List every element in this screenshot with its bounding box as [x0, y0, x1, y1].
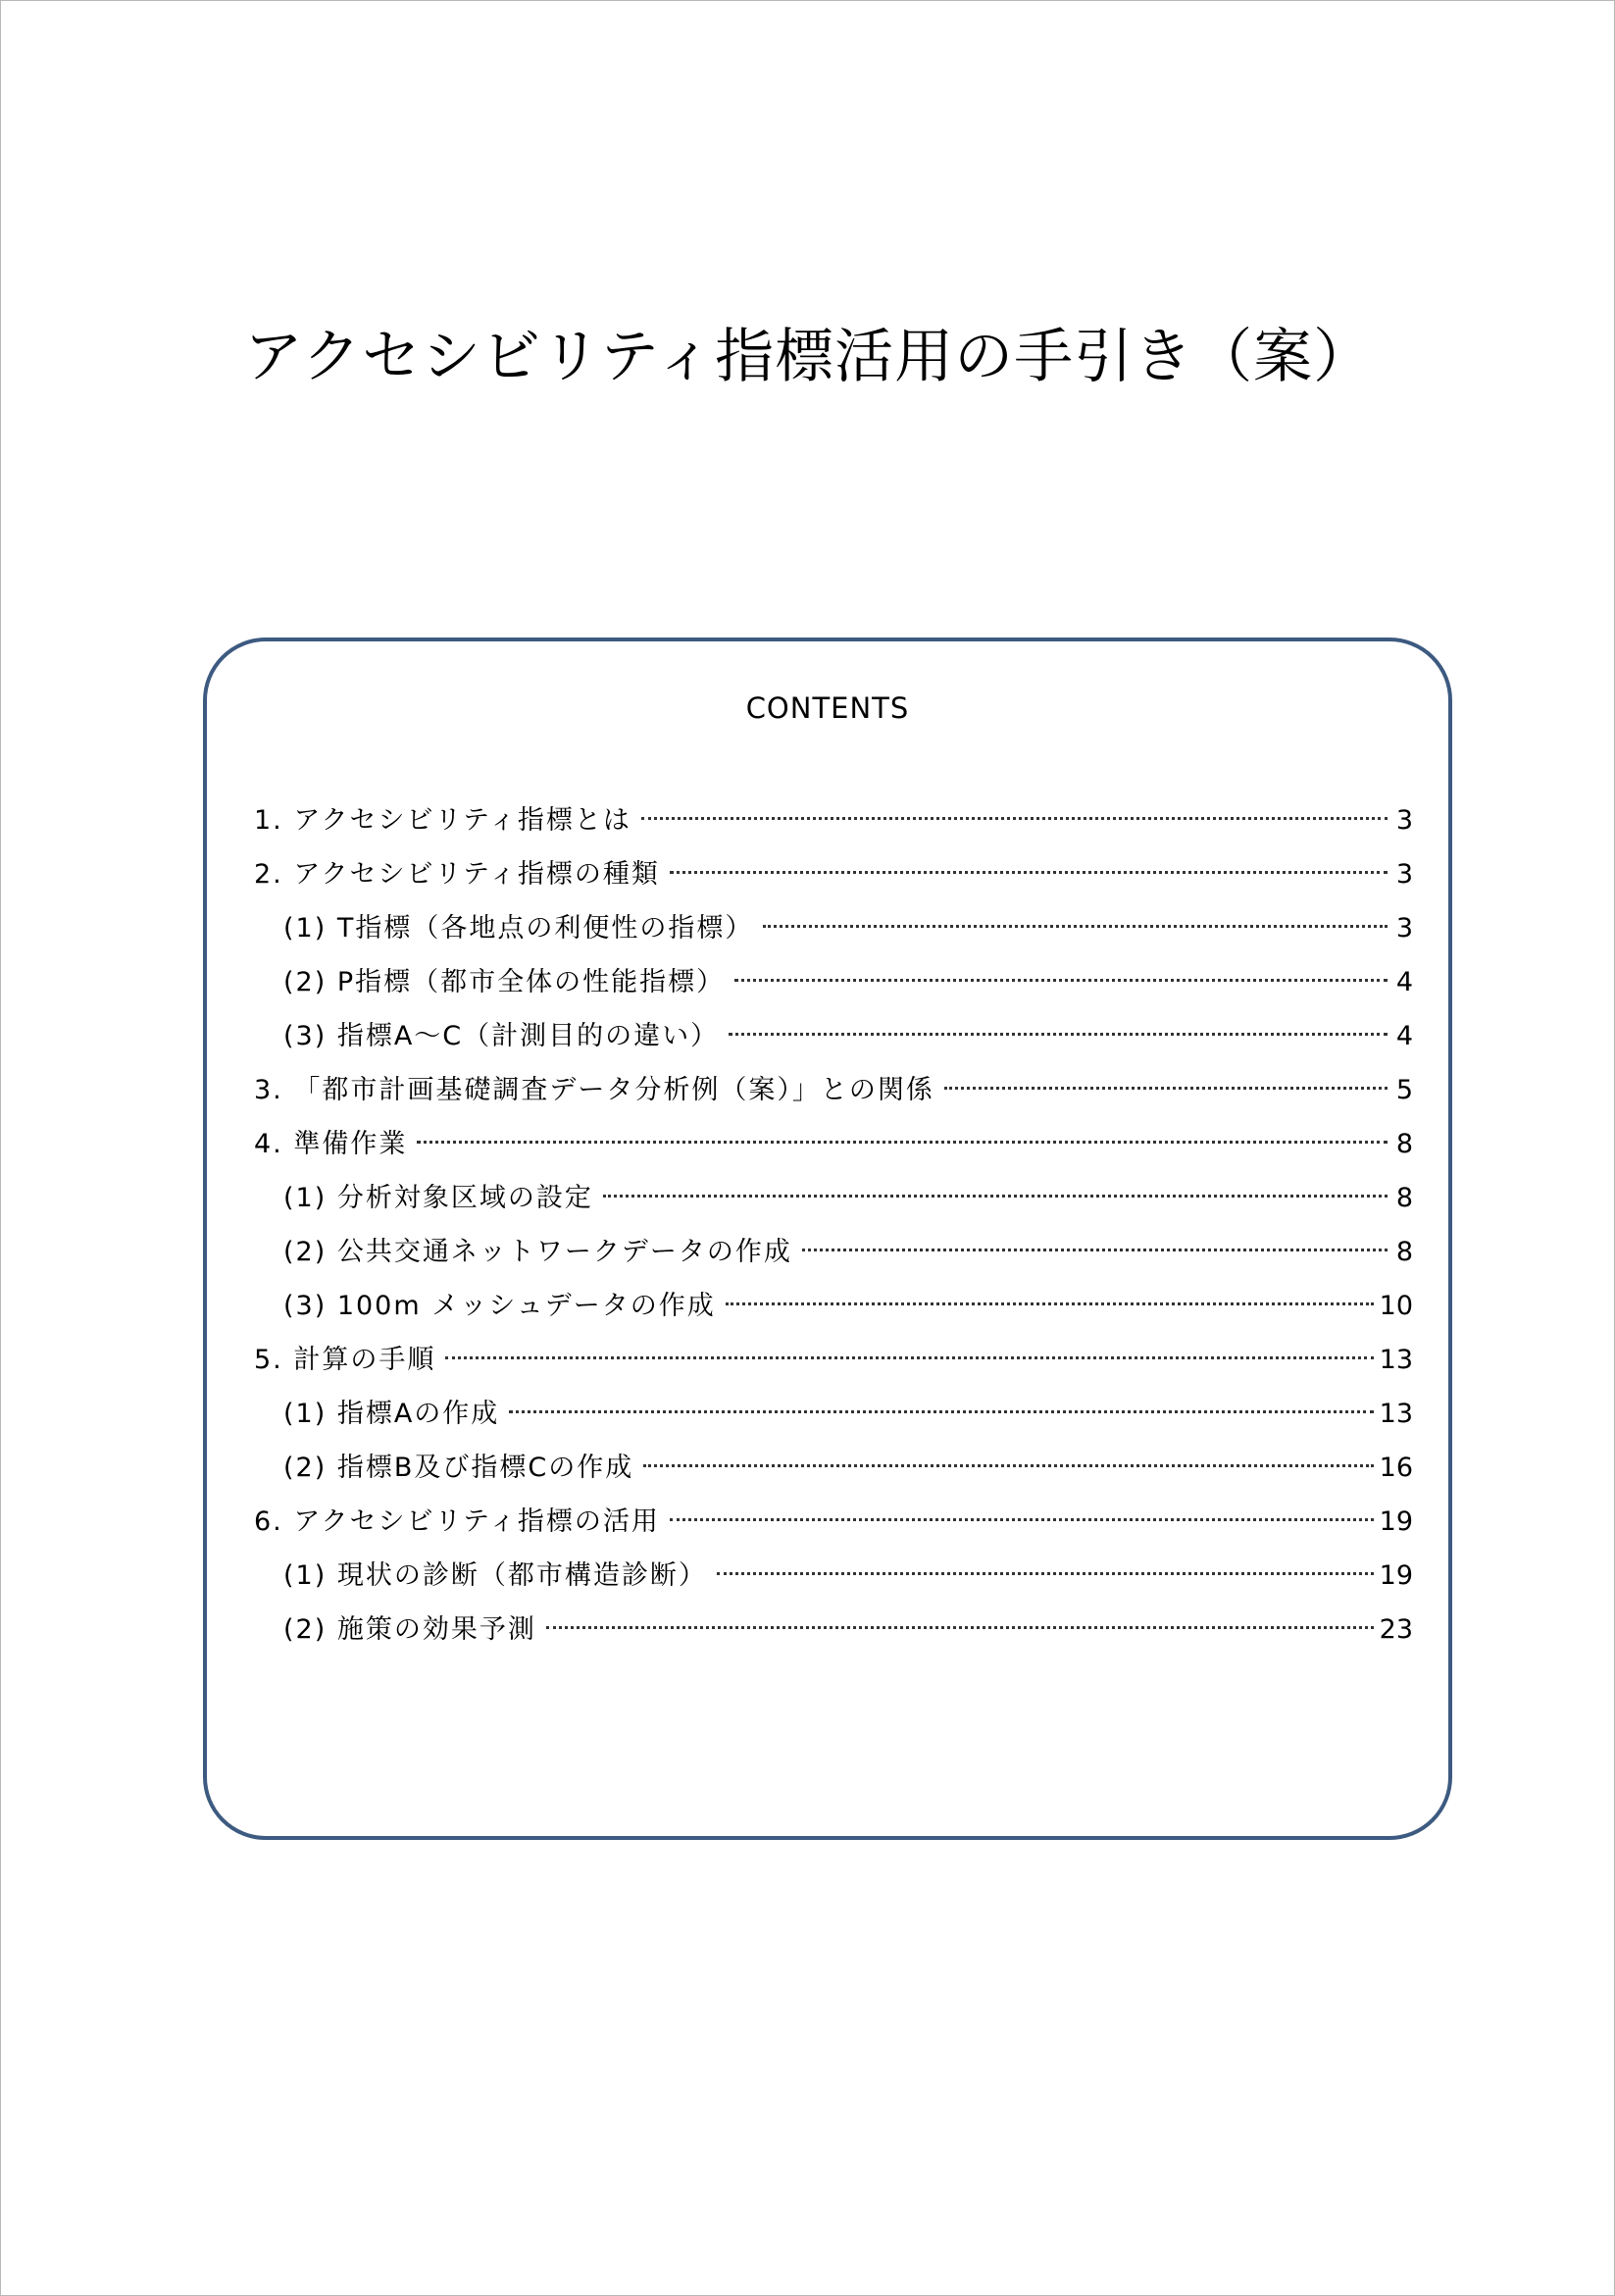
toc-entry-label: (2) P指標（都市全体の性能指標）	[283, 967, 726, 997]
toc-entry-page: 10	[1379, 1291, 1413, 1321]
toc-dot-leader	[802, 1249, 1388, 1251]
toc-entry[interactable]	[254, 1225, 1413, 1279]
toc-entry[interactable]	[254, 901, 1413, 955]
toc-entry[interactable]	[254, 1495, 1413, 1549]
toc-dot-leader	[670, 871, 1388, 874]
toc-entry[interactable]	[254, 1441, 1413, 1495]
toc-entry[interactable]	[254, 955, 1413, 1009]
toc-heading: CONTENTS	[745, 691, 910, 725]
toc-entry-label: (1) 指標Aの作成	[283, 1399, 500, 1429]
table-of-contents	[203, 638, 1452, 1840]
toc-entry-label: 6. アクセシビリティ指標の活用	[254, 1506, 660, 1537]
toc-dot-leader	[641, 817, 1388, 820]
toc-entry-page: 8	[1395, 1183, 1413, 1213]
toc-dot-leader	[417, 1141, 1388, 1144]
toc-dot-leader	[643, 1464, 1373, 1467]
toc-entry[interactable]	[254, 1063, 1413, 1117]
toc-dot-leader	[944, 1087, 1388, 1090]
toc-entry[interactable]	[254, 1387, 1413, 1441]
toc-entry[interactable]	[254, 793, 1413, 847]
toc-dot-leader	[509, 1410, 1373, 1413]
toc-dot-leader	[445, 1356, 1373, 1359]
toc-entry-label: (1) 分析対象区域の設定	[283, 1183, 593, 1213]
toc-dot-leader	[763, 925, 1388, 928]
document-title: アクセシビリティ指標活用の手引き（案）	[243, 323, 1374, 391]
toc-dot-leader	[734, 979, 1388, 982]
toc-entry-label: 2. アクセシビリティ指標の種類	[254, 859, 660, 890]
toc-dot-leader	[670, 1518, 1374, 1521]
toc-entry-page: 4	[1395, 1021, 1413, 1051]
toc-entry-label: 5. 計算の手順	[254, 1345, 436, 1375]
toc-dot-leader	[726, 1302, 1374, 1305]
toc-entry[interactable]	[254, 1009, 1413, 1063]
toc-dot-leader	[729, 1033, 1388, 1036]
toc-entry-label: 4. 準備作業	[254, 1129, 408, 1159]
toc-entry-page: 3	[1395, 913, 1413, 944]
toc-entry-page: 3	[1395, 859, 1413, 890]
toc-entry-label: (3) 指標A～C（計測目的の違い）	[283, 1021, 720, 1051]
toc-entry-page: 19	[1379, 1506, 1413, 1537]
toc-list	[254, 793, 1413, 1657]
toc-entry-label: (1) T指標（各地点の利便性の指標）	[283, 913, 754, 944]
toc-entry-page: 8	[1395, 1237, 1413, 1267]
toc-entry[interactable]	[254, 1279, 1413, 1333]
toc-entry[interactable]	[254, 1549, 1413, 1603]
toc-entry-label: 3. 「都市計画基礎調査データ分析例（案）」との関係	[254, 1075, 934, 1105]
toc-entry-page: 8	[1395, 1129, 1413, 1159]
toc-entry[interactable]	[254, 1333, 1413, 1387]
toc-dot-leader	[546, 1626, 1374, 1629]
toc-entry[interactable]	[254, 1171, 1413, 1225]
toc-entry[interactable]	[254, 1117, 1413, 1171]
toc-entry-page: 5	[1395, 1075, 1413, 1105]
toc-entry[interactable]	[254, 1603, 1413, 1657]
toc-entry-label: (1) 現状の診断（都市構造診断）	[283, 1560, 707, 1591]
toc-entry[interactable]	[254, 847, 1413, 901]
toc-entry-page: 13	[1379, 1399, 1413, 1429]
toc-dot-leader	[603, 1195, 1388, 1198]
toc-entry-label: (2) 施策の効果予測	[283, 1614, 536, 1645]
toc-entry-label: (2) 公共交通ネットワークデータの作成	[283, 1237, 792, 1267]
toc-entry-page: 16	[1379, 1453, 1413, 1483]
toc-entry-label: (2) 指標B及び指標Cの作成	[283, 1453, 634, 1483]
toc-entry-label: (3) 100m メッシュデータの作成	[283, 1291, 716, 1321]
toc-entry-page: 3	[1395, 805, 1413, 836]
toc-entry-page: 4	[1395, 967, 1413, 997]
toc-entry-page: 13	[1379, 1345, 1413, 1375]
toc-entry-label: 1. アクセシビリティ指標とは	[254, 805, 631, 836]
toc-dot-leader	[717, 1572, 1374, 1575]
toc-entry-page: 19	[1379, 1560, 1413, 1591]
toc-entry-page: 23	[1379, 1614, 1413, 1645]
